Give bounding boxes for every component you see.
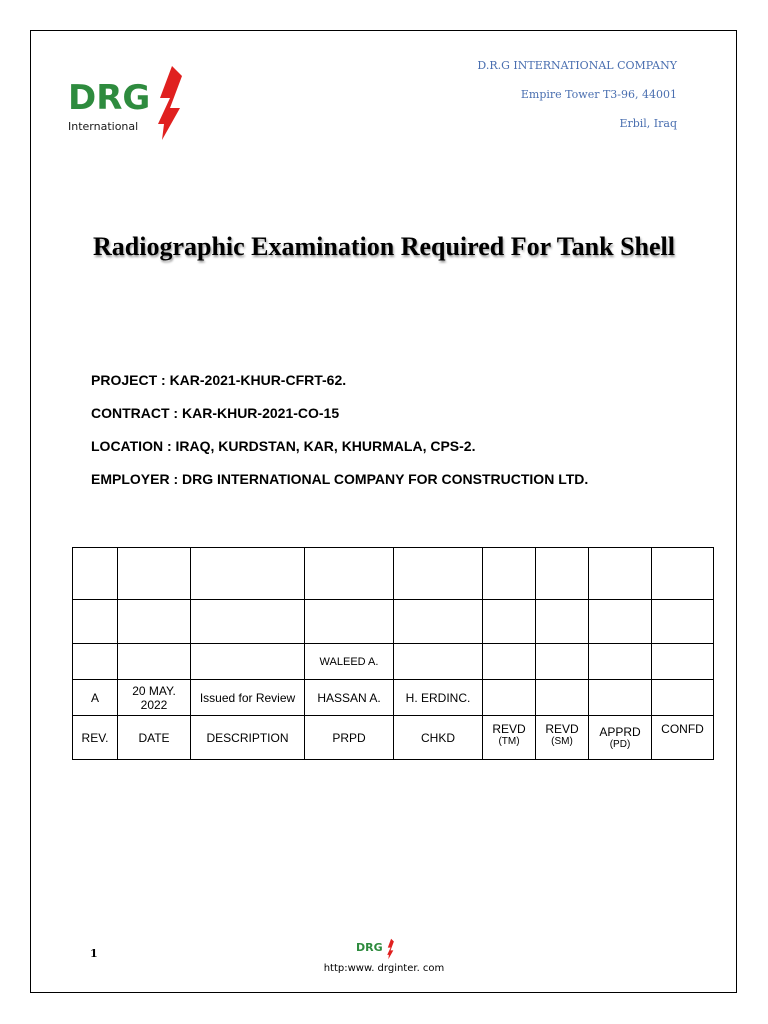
logo-text: DRG [68, 78, 151, 118]
header-confd: CONFD [652, 716, 714, 760]
company-logo [64, 62, 194, 142]
header-date: DATE [118, 716, 191, 760]
contract-line: CONTRACT : KAR-KHUR-2021-CO-15 [91, 405, 340, 421]
header-chkd: CHKD [394, 716, 483, 760]
header-rev: REV. [73, 716, 118, 760]
address-line-street: Empire Tower T3-96, 44001 [520, 88, 677, 101]
cell-prpd: WALEED A. [305, 644, 394, 680]
footer-lightning-bolt-icon [385, 938, 395, 960]
address-line-city: Erbil, Iraq [619, 117, 677, 130]
project-info [91, 370, 588, 502]
table-row-empty-2 [73, 600, 714, 644]
table-row-empty-1 [73, 548, 714, 600]
header-revd-tm-sub: (TM) [498, 736, 520, 747]
location-line: LOCATION : IRAQ, KURDSTAN, KAR, KHURMALA, CPS-2. [91, 438, 476, 454]
cell-description: Issued for Review [191, 680, 305, 716]
cell-date: 20 MAY. 2022 [118, 680, 191, 716]
header-revd-tm-label: REVD [492, 722, 526, 736]
footer-logo [356, 938, 416, 962]
header-revd-tm [483, 716, 536, 760]
header-revd-sm [536, 716, 589, 760]
page-border [30, 30, 737, 993]
header-apprd-sub: (PD) [609, 739, 631, 750]
header-revd-sm-label: REVD [545, 722, 579, 736]
table-row-waleed [73, 644, 714, 680]
header-description: DESCRIPTION [191, 716, 305, 760]
page-number: 1 [90, 947, 98, 960]
revision-table [72, 547, 714, 760]
address-line-company: D.R.G INTERNATIONAL COMPANY [477, 59, 677, 72]
cell-rev: A [73, 680, 118, 716]
header-revd-sm-sub: (SM) [551, 736, 573, 747]
project-line: PROJECT : KAR-2021-KHUR-CFRT-62. [91, 372, 347, 388]
cell-chkd: H. ERDINC. [394, 680, 483, 716]
employer-line: EMPLOYER : DRG INTERNATIONAL COMPANY FOR CONSTRUCTION LTD. [91, 471, 589, 487]
header-apprd-label: APPRD [599, 725, 641, 739]
footer-logo-text: DRG [356, 941, 383, 954]
lightning-bolt-icon [150, 64, 186, 142]
company-address [477, 58, 677, 145]
table-header-row [73, 716, 714, 760]
cell-prpd: HASSAN A. [305, 680, 394, 716]
header-prpd: PRPD [305, 716, 394, 760]
footer-url: http:www. drginter. com [323, 963, 445, 974]
table-row-rev-a [73, 680, 714, 716]
header-apprd [589, 716, 652, 760]
logo-subtext: International [68, 120, 139, 133]
document-title: Radiographic Examination Required For Tank Shell [92, 232, 675, 261]
